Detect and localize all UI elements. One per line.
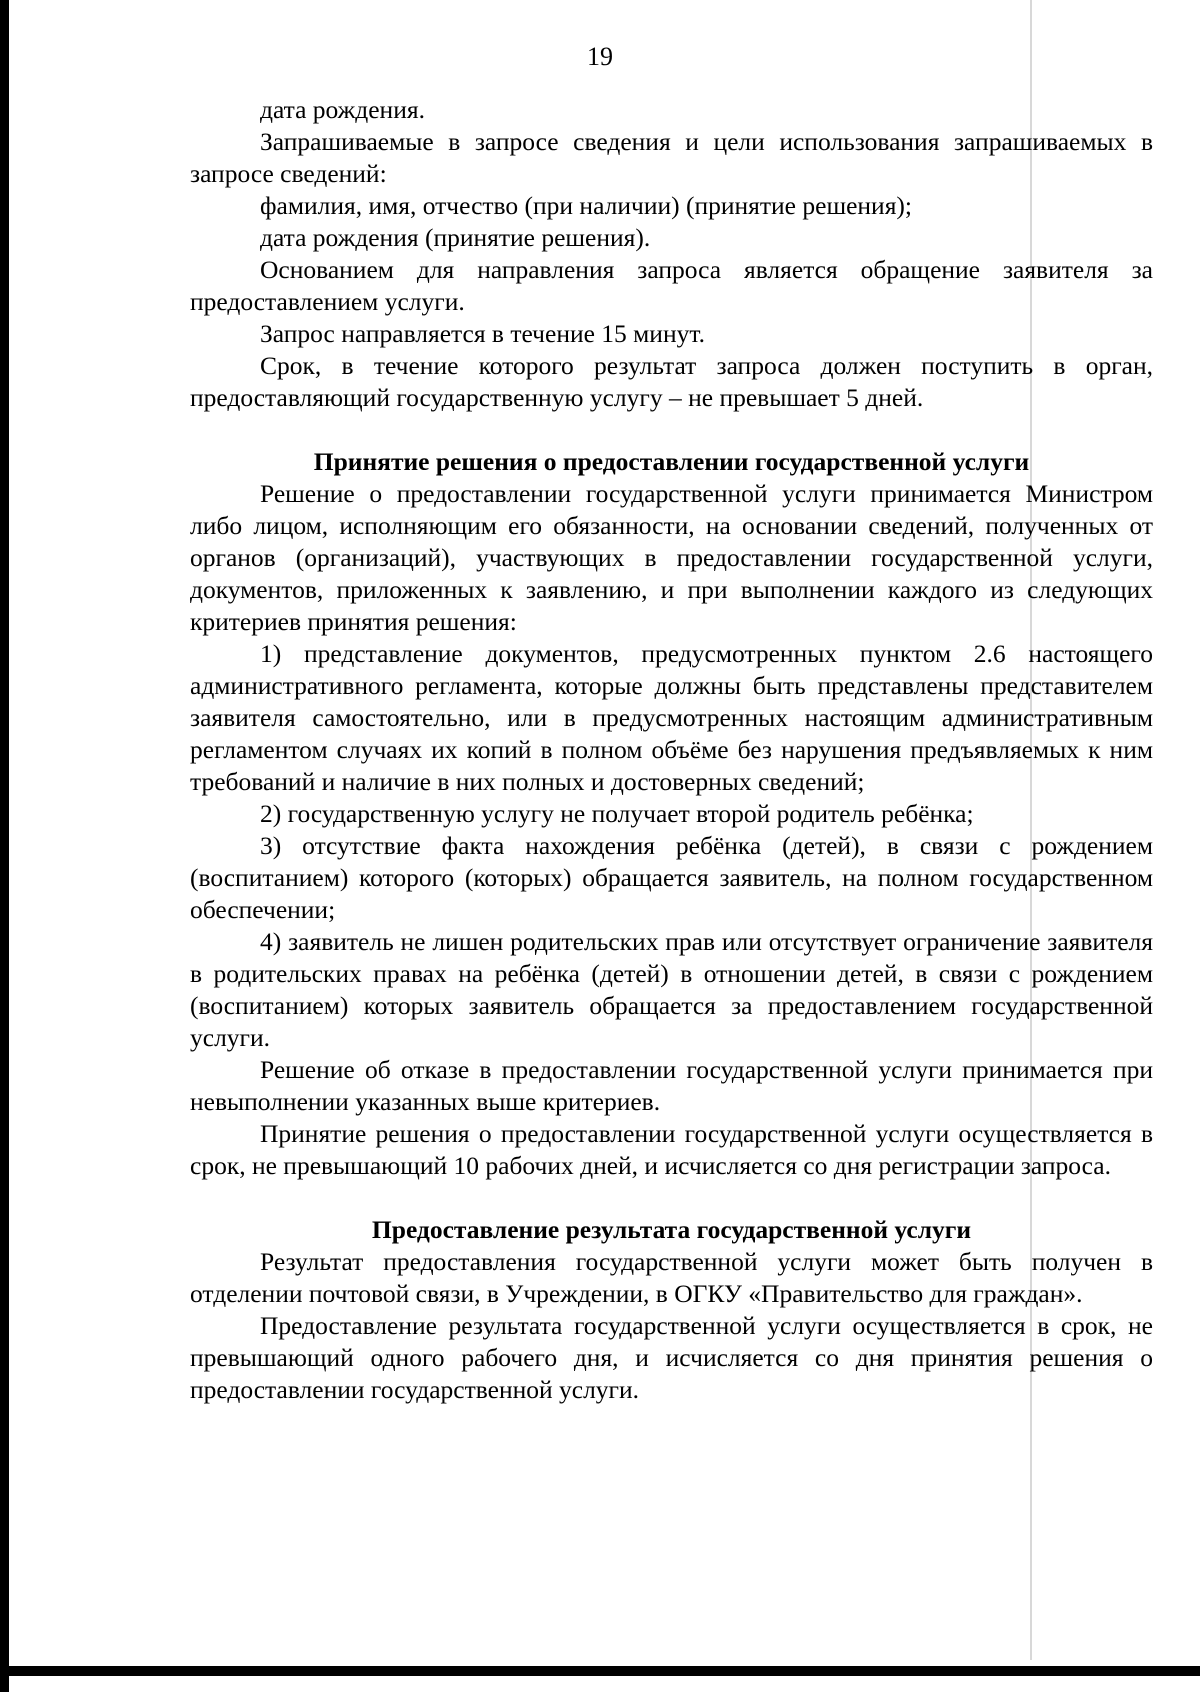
scan-edge-left	[0, 0, 9, 1692]
section-heading: Принятие решения о предоставлении государственной услуги	[313, 447, 1030, 476]
paragraph: Принятие решения о предоставлении государственной услуги осуществляется в срок, не превышающий 10 рабочих дней, и исчисляется со дня регистрации запроса.	[190, 1119, 1153, 1180]
list-item: 1) представление документов, предусмотренных пунктом 2.6 настоящего административного регламента, которые должны быть представлены представителем заявителя самостоятельно, или в предусмотренных настоящим административным регламентом случаях их копий в полном объёме без нарушения предъявляемых к ним требований и наличие в них полных и достоверных сведений;	[190, 639, 1153, 796]
paragraph: дата рождения (принятие решения).	[260, 223, 651, 252]
paragraph: Решение о предоставлении государственной услуги принимается Министром либо лицом, исполняющим его обязанности, на основании сведений, полученных от органов (организаций), участвующих в предоставлении государственной услуги, документов, приложенных к заявлению, и при выполнении каждого из следующих критериев принятия решения:	[190, 479, 1153, 636]
scan-edge-bottom	[0, 1666, 1200, 1676]
page-number: 19	[587, 42, 613, 71]
list-item: 4) заявитель не лишен родительских прав или отсутствует ограничение заявителя в родительских правах на ребёнка (детей) в отношении детей, в связи с рождением (воспитанием) которых заявитель обращается за предоставлением государственной услуги.	[190, 927, 1153, 1052]
list-item: 3) отсутствие факта нахождения ребёнка (детей), в связи с рождением (воспитанием) которого (которых) обращается заявитель, на полном государственном обеспечении;	[190, 831, 1153, 924]
paragraph: Срок, в течение которого результат запроса должен поступить в орган, предоставляющий государственную услугу – не превышает 5 дней.	[190, 351, 1153, 412]
list-item: 2) государственную услугу не получает второй родитель ребёнка;	[260, 799, 974, 828]
paragraph: Решение об отказе в предоставлении государственной услуги принимается при невыполнении указанных выше критериев.	[190, 1055, 1153, 1116]
paragraph: дата рождения.	[260, 95, 425, 124]
section-heading: Предоставление результата государственной услуги	[371, 1215, 972, 1244]
paragraph: Предоставление результата государственной услуги осуществляется в срок, не превышающий одного рабочего дня, и исчисляется со дня принятия решения о предоставлении государственной услуги.	[190, 1311, 1153, 1404]
paragraph: Основанием для направления запроса является обращение заявителя за предоставлением услуги.	[190, 255, 1153, 316]
paragraph: фамилия, имя, отчество (при наличии) (принятие решения);	[260, 191, 912, 220]
paragraph: Результат предоставления государственной услуги может быть получен в отделении почтовой связи, в Учреждении, в ОГКУ «Правительство для граждан».	[190, 1247, 1153, 1308]
document-text	[190, 94, 1153, 1406]
paragraph: Запрашиваемые в запросе сведения и цели использования запрашиваемых в запросе сведений:	[190, 127, 1153, 188]
paragraph: Запрос направляется в течение 15 минут.	[260, 319, 705, 348]
